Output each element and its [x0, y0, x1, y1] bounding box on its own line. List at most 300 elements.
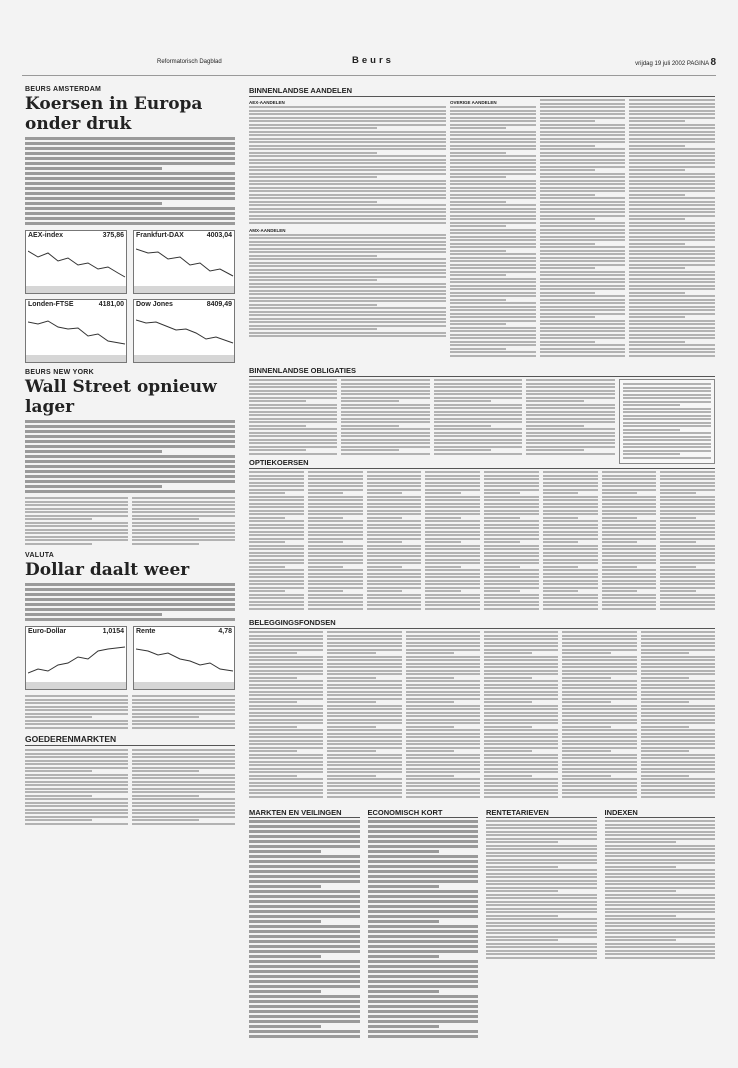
table-line	[484, 726, 532, 728]
table-line	[526, 421, 614, 423]
table-line	[25, 508, 128, 510]
table-line	[660, 562, 715, 564]
table-line	[425, 597, 480, 599]
table-line	[543, 559, 598, 561]
table-line	[249, 397, 337, 399]
text-line	[249, 1025, 321, 1028]
table-line	[540, 267, 596, 269]
table-line	[484, 604, 539, 606]
table-line	[543, 545, 598, 547]
table-line	[629, 316, 685, 318]
table-line	[484, 541, 520, 543]
table-line	[249, 276, 446, 278]
text-line	[368, 970, 479, 973]
table-line	[425, 587, 480, 589]
table-line	[660, 601, 715, 603]
table-line	[450, 351, 536, 353]
table-line	[623, 422, 711, 424]
table-line	[406, 701, 454, 703]
table-line	[367, 587, 422, 589]
table-line	[132, 713, 235, 715]
table-line	[367, 524, 422, 526]
table-line	[327, 782, 401, 784]
chart-euro-dollar	[25, 626, 127, 690]
table-line	[434, 400, 491, 402]
table-line	[450, 159, 536, 161]
obligaties-title: BINNENLANDSE OBLIGATIES	[249, 366, 715, 377]
table-line	[605, 897, 716, 899]
text-line	[249, 890, 360, 893]
table-line	[249, 145, 446, 147]
table-line	[249, 587, 304, 589]
table-line	[484, 548, 539, 550]
amx-rows	[249, 234, 446, 338]
table-line	[308, 601, 363, 603]
table-line	[249, 754, 323, 756]
table-line	[249, 775, 297, 777]
table-line	[486, 831, 597, 833]
table-line	[629, 106, 715, 108]
table-line	[434, 393, 522, 395]
overige-rows-2	[540, 99, 626, 358]
table-line	[406, 743, 480, 745]
table-line	[341, 442, 429, 444]
table-line	[641, 677, 689, 679]
table-line	[562, 757, 636, 759]
table-line	[641, 796, 715, 798]
table-line	[540, 113, 626, 115]
table-line	[623, 411, 711, 413]
table-line	[660, 485, 715, 487]
table-line	[484, 597, 539, 599]
table-line	[425, 538, 480, 540]
table-line	[641, 768, 715, 770]
table-line	[327, 642, 401, 644]
table-line	[450, 264, 536, 266]
table-line	[540, 222, 626, 224]
table-line	[308, 559, 363, 561]
text-line	[25, 490, 235, 493]
table-line	[605, 873, 716, 875]
table-line	[406, 645, 480, 647]
table-line	[249, 489, 304, 491]
table-line	[484, 527, 539, 529]
economisch-column	[368, 808, 479, 1040]
table-line	[327, 631, 401, 633]
table-line	[562, 796, 636, 798]
table-line	[132, 720, 235, 722]
table-line	[562, 694, 636, 696]
table-line	[249, 272, 446, 274]
table-line	[425, 524, 480, 526]
table-line	[605, 845, 716, 847]
table-line	[425, 562, 480, 564]
table-line	[486, 841, 558, 843]
text-line	[368, 920, 440, 923]
table-line	[367, 555, 422, 557]
text-line	[368, 890, 479, 893]
table-line	[249, 197, 446, 199]
table-line	[249, 173, 446, 175]
table-line	[249, 141, 446, 143]
table-line	[406, 796, 480, 798]
table-column	[308, 471, 363, 611]
table-line	[486, 873, 597, 875]
table-line	[249, 307, 446, 309]
chart-value: 4003,04	[206, 232, 232, 239]
table-line	[249, 583, 304, 585]
table-line	[602, 555, 657, 557]
table-line	[660, 531, 715, 533]
table-column	[484, 631, 558, 799]
table-line	[484, 715, 558, 717]
chart-title: Dow Jones	[136, 301, 173, 308]
table-line	[543, 608, 598, 610]
table-line	[308, 513, 363, 515]
table-line	[543, 534, 598, 536]
table-line	[406, 778, 480, 780]
table-line	[629, 225, 715, 227]
text-line	[249, 975, 360, 978]
table-line	[484, 642, 558, 644]
table-line	[450, 155, 536, 157]
table-line	[249, 705, 323, 707]
table-line	[543, 496, 598, 498]
table-line	[25, 791, 128, 793]
table-line	[308, 580, 363, 582]
table-line	[660, 513, 715, 515]
table-line	[25, 823, 128, 825]
text-line	[249, 865, 360, 868]
text-line	[249, 820, 360, 823]
table-line	[543, 576, 598, 578]
table-line	[660, 506, 715, 508]
chart-line	[136, 639, 234, 679]
table-line	[249, 670, 323, 672]
table-line	[602, 580, 657, 582]
table-line	[341, 411, 429, 413]
table-line	[605, 824, 716, 826]
text-line	[249, 825, 360, 828]
table-line	[249, 234, 446, 236]
chart-dowjones	[133, 299, 235, 363]
table-line	[425, 601, 480, 603]
table-line	[641, 792, 715, 794]
text-line	[249, 905, 360, 908]
table-line	[367, 489, 422, 491]
table-line	[562, 680, 636, 682]
table-line	[25, 805, 128, 807]
table-line	[486, 824, 597, 826]
text-line	[249, 885, 321, 888]
text-line	[368, 895, 479, 898]
table-line	[406, 649, 480, 651]
table-line	[623, 425, 711, 427]
table-line	[526, 400, 583, 402]
table-line	[540, 232, 626, 234]
table-line	[249, 666, 323, 668]
table-line	[543, 566, 579, 568]
table-line	[602, 492, 638, 494]
table-line	[540, 320, 626, 322]
table-line	[425, 499, 480, 501]
table-line	[605, 908, 716, 910]
table-line	[25, 515, 128, 517]
table-line	[484, 587, 539, 589]
table-line	[602, 482, 657, 484]
table-line	[327, 792, 401, 794]
chart-rente	[133, 626, 235, 690]
table-line	[540, 285, 626, 287]
table-line	[641, 771, 715, 773]
table-line	[132, 543, 199, 545]
table-line	[327, 736, 401, 738]
table-line	[629, 264, 715, 266]
table-line	[484, 698, 558, 700]
table-line	[406, 729, 480, 731]
table-line	[602, 552, 657, 554]
table-line	[132, 809, 235, 811]
table-line	[367, 562, 422, 564]
table-line	[543, 580, 598, 582]
table-line	[327, 747, 401, 749]
table-line	[484, 740, 558, 742]
text-line	[25, 593, 235, 596]
table-line	[486, 855, 597, 857]
table-line	[602, 541, 638, 543]
left-column	[25, 86, 235, 826]
table-line	[484, 656, 558, 658]
text-line	[368, 820, 479, 823]
table-line	[660, 594, 715, 596]
table-line	[629, 327, 715, 329]
table-line	[341, 393, 429, 395]
table-line	[25, 763, 128, 765]
table-line	[484, 478, 539, 480]
table-line	[605, 932, 716, 934]
table-line	[602, 534, 657, 536]
rente-table	[486, 820, 597, 959]
table-line	[605, 957, 716, 959]
table-line	[526, 442, 614, 444]
table-line	[540, 141, 626, 143]
table-line	[602, 604, 657, 606]
table-line	[540, 180, 626, 182]
table-line	[629, 232, 715, 234]
table-line	[308, 534, 363, 536]
table-line	[540, 211, 626, 213]
table-line	[132, 753, 235, 755]
table-line	[450, 288, 536, 290]
table-line	[486, 943, 597, 945]
table-line	[249, 120, 446, 122]
table-line	[543, 471, 598, 473]
table-line	[25, 511, 128, 513]
table-line	[540, 208, 626, 210]
table-line	[249, 663, 323, 665]
text-line	[25, 217, 235, 220]
table-line	[605, 855, 716, 857]
table-line	[249, 631, 323, 633]
table-line	[660, 597, 715, 599]
table-line	[132, 518, 199, 520]
text-line	[25, 588, 235, 591]
table-line	[25, 760, 128, 762]
table-line	[484, 764, 558, 766]
text-line	[25, 207, 235, 210]
table-line	[484, 520, 539, 522]
table-line	[484, 573, 539, 575]
table-line	[249, 687, 323, 689]
table-line	[450, 250, 506, 252]
table-line	[249, 414, 337, 416]
table-line	[327, 778, 401, 780]
table-line	[249, 768, 323, 770]
table-line	[341, 407, 429, 409]
table-line	[425, 492, 461, 494]
text-line	[249, 920, 321, 923]
table-line	[641, 712, 715, 714]
table-line	[623, 429, 680, 431]
table-line	[484, 705, 558, 707]
table-line	[602, 531, 657, 533]
table-line	[25, 720, 128, 722]
table-line	[641, 663, 715, 665]
text-line	[249, 1030, 360, 1033]
table-line	[450, 187, 536, 189]
table-line	[629, 145, 685, 147]
table-line	[406, 789, 480, 791]
table-line	[249, 407, 337, 409]
table-line	[425, 517, 461, 519]
table-line	[341, 386, 429, 388]
table-line	[406, 750, 454, 752]
table-line	[132, 805, 235, 807]
text-line	[249, 945, 360, 948]
table-line	[605, 883, 716, 885]
table-line	[623, 387, 711, 389]
table-line	[434, 379, 522, 381]
table-line	[450, 246, 536, 248]
table-line	[629, 211, 715, 213]
aex-column	[249, 99, 446, 358]
table-line	[602, 562, 657, 564]
text-line	[249, 870, 360, 873]
table-line	[450, 113, 536, 115]
chart-value: 375,86	[102, 232, 124, 239]
table-line	[132, 774, 235, 776]
table-line	[249, 269, 446, 271]
table-line	[629, 295, 715, 297]
table-line	[660, 496, 715, 498]
table-line	[629, 355, 715, 357]
table-line	[367, 569, 422, 571]
text-line	[249, 1035, 360, 1038]
table-line	[540, 187, 626, 189]
date-line	[635, 57, 716, 68]
table-line	[249, 552, 304, 554]
table-line	[406, 635, 480, 637]
chart-value: 4181,00	[98, 301, 124, 308]
table-line	[605, 911, 716, 913]
text-line	[368, 855, 479, 858]
table-line	[249, 719, 323, 721]
text-line	[249, 875, 360, 878]
table-line	[629, 148, 715, 150]
table-line	[25, 798, 128, 800]
table-line	[308, 590, 344, 592]
text-line	[368, 955, 440, 958]
table-line	[605, 915, 677, 917]
table-column	[327, 631, 401, 799]
table-line	[641, 743, 715, 745]
table-line	[406, 715, 480, 717]
table-line	[327, 796, 401, 798]
text-line	[25, 475, 235, 478]
table-line	[450, 330, 536, 332]
table-line	[602, 503, 657, 505]
table-line	[249, 764, 323, 766]
headline-newyork: Wall Street opnieuw lager	[25, 377, 217, 417]
table-line	[660, 545, 715, 547]
table-line	[327, 649, 401, 651]
aex-title: AEX-AANDELEN	[249, 100, 285, 105]
table-line	[540, 260, 626, 262]
table-line	[327, 789, 401, 791]
table-line	[484, 775, 532, 777]
chart-value: 1,0154	[102, 628, 124, 635]
chart-title: Frankfurt-DAX	[136, 232, 184, 239]
table-line	[486, 901, 597, 903]
table-line	[484, 569, 539, 571]
table-line	[629, 222, 715, 224]
table-line	[605, 862, 716, 864]
table-line	[540, 166, 626, 168]
table-line	[25, 770, 92, 772]
table-line	[484, 708, 558, 710]
table-line	[132, 501, 235, 503]
table-line	[623, 446, 711, 448]
table-line	[629, 243, 685, 245]
index-charts-row-1	[25, 230, 235, 294]
table-line	[249, 601, 304, 603]
table-line	[641, 782, 715, 784]
table-line	[484, 684, 558, 686]
table-column	[341, 379, 429, 464]
table-line	[327, 670, 401, 672]
table-line	[249, 300, 446, 302]
text-line	[368, 845, 479, 848]
chart-title: Euro-Dollar	[28, 628, 67, 635]
table-line	[641, 631, 715, 633]
table-line	[526, 446, 614, 448]
kicker-amsterdam: BEURS AMSTERDAM	[25, 86, 102, 93]
table-line	[660, 520, 715, 522]
table-line	[562, 666, 636, 668]
table-line	[341, 418, 429, 420]
table-line	[249, 642, 323, 644]
table-line	[641, 715, 715, 717]
text-line	[25, 470, 235, 473]
table-line	[629, 257, 715, 259]
table-line	[562, 792, 636, 794]
table-line	[341, 453, 429, 455]
table-line	[249, 400, 306, 402]
table-line	[660, 608, 715, 610]
text-line	[25, 192, 235, 195]
table-line	[249, 761, 323, 763]
chart-footer	[26, 682, 126, 689]
